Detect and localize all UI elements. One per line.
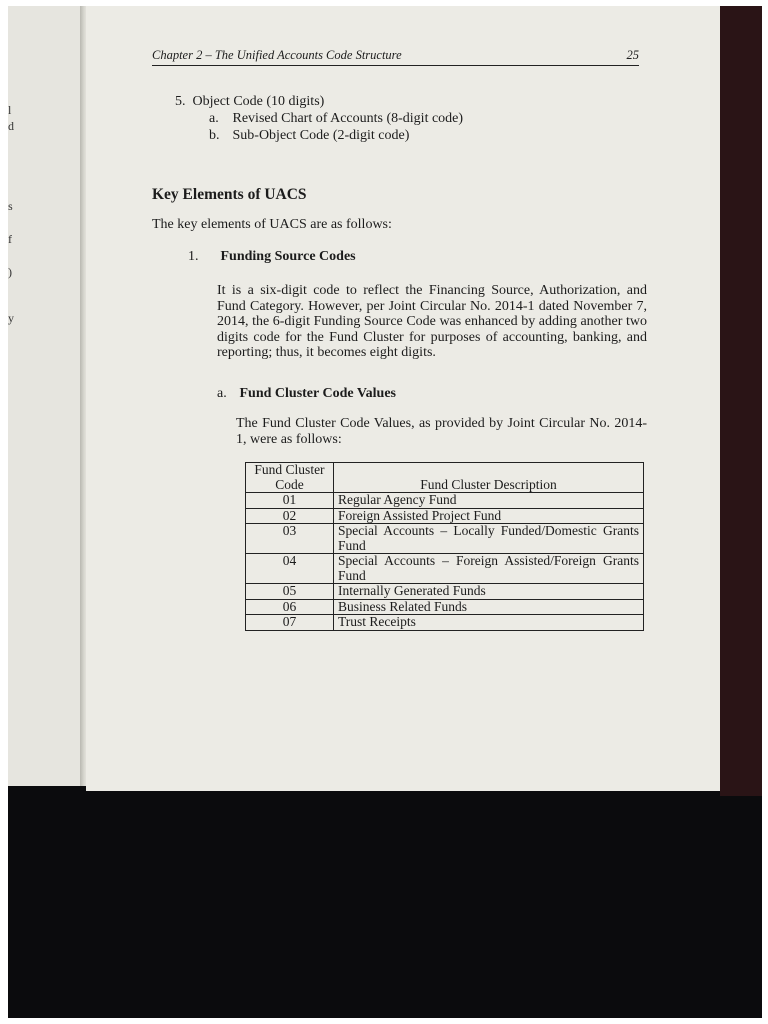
table-header-row bbox=[246, 463, 644, 493]
object-code-list bbox=[175, 93, 463, 144]
cell-code: 06 bbox=[246, 599, 334, 615]
cell-description: Internally Generated Funds bbox=[334, 584, 644, 600]
scan-edge-strip bbox=[720, 6, 762, 796]
cell-description: Special Accounts – Locally Funded/Domestic Grants Fund bbox=[334, 524, 644, 554]
fund-cluster-table bbox=[245, 462, 644, 631]
table-row bbox=[246, 554, 644, 584]
sub-item-text: Revised Chart of Accounts (8-digit code) bbox=[232, 111, 464, 126]
item-number: 1. bbox=[188, 249, 199, 264]
table-row bbox=[246, 599, 644, 615]
column-header-code: Fund Cluster Code bbox=[246, 463, 334, 493]
list-item: 5. Object Code (10 digits) bbox=[175, 94, 325, 109]
cell-code: 04 bbox=[246, 554, 334, 584]
cell-description: Special Accounts – Foreign Assisted/Foreign Grants Fund bbox=[334, 554, 644, 584]
cell-code: 02 bbox=[246, 508, 334, 524]
sub-list-item bbox=[175, 110, 463, 127]
sub-item-letter: b. bbox=[209, 128, 220, 143]
sub-item-text: Sub-Object Code (2-digit code) bbox=[232, 128, 410, 143]
page-number: 25 bbox=[626, 48, 639, 62]
column-header-description: Fund Cluster Description bbox=[334, 463, 644, 493]
section-heading: Key Elements of UACS bbox=[152, 186, 307, 203]
table-row bbox=[246, 524, 644, 554]
cell-description: Regular Agency Fund bbox=[334, 493, 644, 509]
section-intro: The key elements of UACS are as follows: bbox=[152, 217, 392, 232]
cell-description: Business Related Funds bbox=[334, 599, 644, 615]
facing-page-fragment: d bbox=[8, 119, 14, 133]
fund-cluster-heading bbox=[217, 386, 396, 402]
facing-page-fragment: ) bbox=[8, 265, 12, 279]
facing-page-edge bbox=[8, 6, 82, 786]
table-row bbox=[246, 615, 644, 631]
sub-item-letter: a. bbox=[209, 111, 219, 126]
funding-source-heading bbox=[188, 249, 356, 265]
running-title: Chapter 2 – The Unified Accounts Code Structure bbox=[152, 48, 402, 62]
cell-code: 07 bbox=[246, 615, 334, 631]
cell-description: Foreign Assisted Project Fund bbox=[334, 508, 644, 524]
facing-page-fragment: y bbox=[8, 311, 14, 325]
table-row bbox=[246, 493, 644, 509]
cell-description: Trust Receipts bbox=[334, 615, 644, 631]
sub-item-title: Fund Cluster Code Values bbox=[239, 386, 397, 401]
sub-item-letter: a. bbox=[217, 386, 227, 401]
fund-cluster-paragraph: The Fund Cluster Code Values, as provided by Joint Circular No. 2014-1, were as follows: bbox=[236, 416, 647, 447]
document-page bbox=[86, 6, 720, 791]
facing-page-fragment: f bbox=[8, 232, 12, 246]
table-row bbox=[246, 508, 644, 524]
cell-code: 05 bbox=[246, 584, 334, 600]
item-title: Funding Source Codes bbox=[220, 249, 356, 264]
table-row bbox=[246, 584, 644, 600]
funding-source-paragraph: It is a six-digit code to reflect the Financing Source, Authorization, and Fund Category. However, per Joint Circular No. 2014-1 dated November 7, 2014, the 6-digit Funding Source Code was enhanced by adding another two digits code for the Fund Cluster for purposes of accounting, banking, and reporting; thus, it becomes eight digits. bbox=[217, 283, 647, 360]
cell-code: 01 bbox=[246, 493, 334, 509]
facing-page-fragment: l bbox=[8, 103, 12, 117]
cell-code: 03 bbox=[246, 524, 334, 554]
sub-list-item bbox=[175, 127, 463, 144]
facing-page-fragment: s bbox=[8, 199, 13, 213]
running-header bbox=[152, 48, 639, 66]
